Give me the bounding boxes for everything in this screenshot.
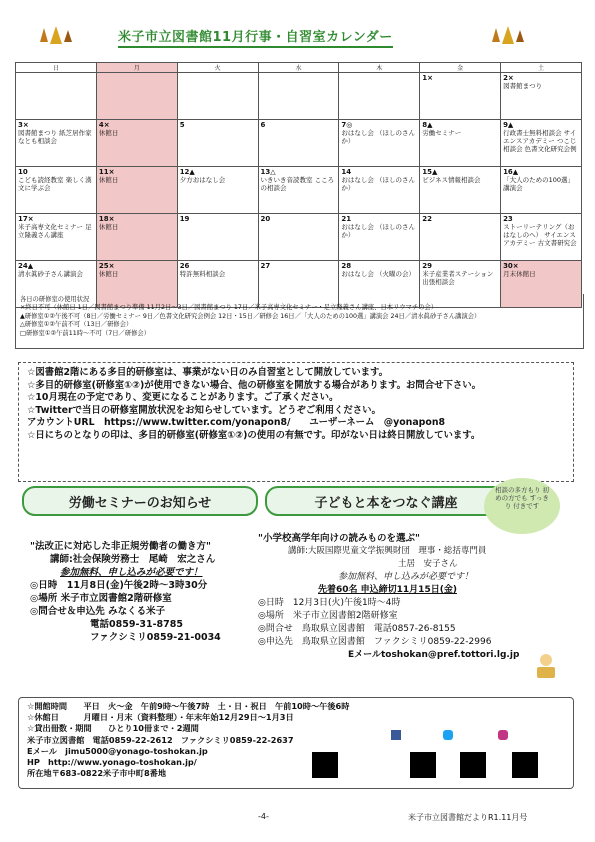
day-events: 図書館まつり 紙芝居作家なとも相談会	[18, 129, 92, 145]
kids-lecture-details	[258, 532, 558, 662]
note-line: ×終日不可（休館日 1日／図書館まつり準備 11月2日〜3日／図書館まつり 17日／米子高専文化セミナー・足立隆義さん講座、日本リウマチの会）	[20, 304, 438, 312]
day-number: 1×	[422, 74, 433, 82]
day-number: 21	[341, 215, 352, 223]
day-events: 休館日	[98, 176, 119, 184]
day-number: 8▲	[422, 121, 433, 129]
day-number: 28	[341, 262, 352, 270]
day-number: 11×	[98, 168, 115, 176]
kids-date: ◎日時 12月3日(火)午後1時〜4時	[258, 598, 401, 608]
kids-lecture-title: 子どもと本をつなぐ講座	[265, 486, 507, 516]
day-number: 19	[179, 215, 190, 223]
seminar-date: ◎日時 11月8日(金)午後2時〜3時30分	[30, 580, 208, 591]
day-number: 30×	[503, 262, 519, 270]
day-events: 特許無料相談会	[179, 270, 226, 278]
calendar-day-cell	[16, 167, 97, 214]
day-events: 休館日	[98, 270, 119, 278]
facebook-icon	[391, 730, 401, 740]
kids-email: Eメールtoshokan@pref.tottori.lg.jp	[348, 650, 520, 660]
day-events: 労働セミナー	[422, 129, 462, 137]
day-number: 2×	[503, 74, 514, 82]
footer-line: HP http://www.yonago-toshokan.jp/	[27, 757, 197, 768]
kids-lecturer-name: 土居 安子さん	[398, 559, 458, 569]
calendar-day-cell	[177, 120, 258, 167]
day-number: 9▲	[503, 121, 514, 129]
note-line: ▲研修室①②午後不可（8日／労働セミナー 9日／色書文化研究会例会 12日・15日／研修会 16日／「大人のための100選」講演会 24日／清水眞砂子さん講演会）	[20, 312, 481, 320]
day-number: 16▲	[503, 168, 519, 176]
weekday-header: 火	[177, 63, 258, 73]
day-events: 夕方おはなし会	[179, 176, 226, 184]
day-events: ビジネス情報相談会	[422, 176, 481, 184]
page-number: -4-	[258, 812, 269, 821]
seminar-title: 労働セミナーのお知らせ	[22, 486, 258, 516]
study-room-info-box	[18, 362, 574, 482]
day-events: 休館日	[98, 129, 119, 137]
calendar-day-cell	[501, 167, 582, 214]
weekday-header: 月	[96, 63, 177, 73]
day-events: こども読経教室 楽しく漢文に学ぶ会	[18, 176, 92, 192]
day-events: おはなし会 （火曜の会）	[341, 270, 415, 278]
info-line: ☆10月現在の予定であり、変更になることがあります。ご了承ください。	[27, 392, 339, 404]
day-events: おはなし会 （ほしのさんか）	[341, 129, 415, 145]
day-number: 24▲	[18, 262, 34, 270]
newsletter-name: 米子市立図書館だよりR1.11月号	[408, 813, 528, 822]
note-line: △研修室①②午前不可（13日／研修会）	[20, 321, 133, 329]
instagram-icon	[498, 730, 508, 740]
day-events: おはなし会 （ほしのさんか）	[341, 223, 415, 239]
calendar-day-cell	[501, 214, 582, 261]
day-number: 22	[422, 215, 432, 223]
footer-line: ☆開館時間 平日 火〜金 午前9時〜午後7時 土・日・祝日 午前10時〜午後6時	[27, 701, 350, 711]
calendar-day-cell	[501, 120, 582, 167]
kids-lecturer: 講師:大阪国際児童文学振興財団 理事・総括専門員	[288, 546, 487, 556]
calendar-day-cell	[339, 73, 420, 120]
calendar-day-cell	[339, 214, 420, 261]
day-number: 26	[179, 262, 190, 270]
speech-bubble: 相談の多方もり 初めの方でも すっきり 付きです	[484, 478, 560, 534]
calendar-day-cell	[177, 214, 258, 261]
weekday-header: 木	[339, 63, 420, 73]
seminar-place: ◎場所 米子市立図書館2階研修室	[30, 593, 172, 604]
day-number: 7◎	[341, 121, 353, 129]
kids-limit: 先着60名 申込締切11月15日(金)	[318, 585, 457, 595]
day-events: 米子高専文化セミナー 足立隆義さん講座	[18, 223, 92, 239]
weekday-header: 日	[16, 63, 97, 73]
calendar-day-cell	[420, 214, 501, 261]
weekday-header: 水	[258, 63, 339, 73]
calendar-day-cell	[501, 73, 582, 120]
day-number: 18×	[98, 215, 115, 223]
calendar-day-cell	[420, 120, 501, 167]
day-number: 3×	[18, 121, 29, 129]
footer-line: Eメール jimu5000@yonago-toshokan.jp	[27, 745, 208, 756]
calendar-day-cell	[16, 214, 97, 261]
calendar-day-cell	[16, 120, 97, 167]
day-number: 23	[503, 215, 513, 223]
page-title: 米子市立図書館11月行事・自習室カレンダー	[118, 26, 393, 48]
calendar-notes	[15, 294, 584, 349]
day-number: 20	[260, 215, 271, 223]
note-line: 各日の研修室の使用状況	[20, 296, 90, 303]
calendar-day-cell	[258, 214, 339, 261]
seminar-subtitle: "法改正に対応した非正規労働者の働き方"	[30, 541, 211, 552]
day-events: 月末休館日	[503, 270, 536, 278]
weekday-header: 土	[501, 63, 582, 73]
calendar-day-cell	[96, 167, 177, 214]
footer-line: 米子市立図書館 電話0859-22-2612 ファクシミリ0859-22-2637	[27, 734, 294, 745]
twitter-qr-icon	[460, 752, 486, 778]
seminar-free-note: 参加無料、申し込みが必要です！	[60, 567, 203, 578]
day-events: おはなし会 （ほしのさんか）	[341, 176, 415, 192]
day-number: 14	[341, 168, 352, 176]
day-number: 13△	[260, 168, 276, 176]
day-number: 10	[18, 168, 28, 176]
day-events: 行政書士無料相談会 サイエンスアカデミー つこじ相談会 色書文化研究会例	[503, 129, 577, 153]
day-number: 12▲	[179, 168, 195, 176]
seminar-tel: 電話0859-31-8785	[90, 619, 183, 630]
footer-line: ☆貸出冊数・期間 ひとり10冊まで・2週間	[27, 723, 199, 734]
calendar-day-cell	[96, 120, 177, 167]
info-line: ☆Twitterで当日の研修室開放状況をお知らせしています。どうぞご利用ください。	[27, 404, 381, 416]
footer-line: ☆休館日 月曜日・月末（資料整理）・年末年始12月29日〜1月3日	[27, 712, 294, 723]
calendar-day-cell	[96, 214, 177, 261]
calendar-day-cell	[420, 167, 501, 214]
seminar-lecturer: 講師:社会保険労務士 尾崎 宏之さん	[50, 554, 216, 565]
autumn-leaves-right-icon	[486, 22, 530, 48]
day-events: 休館日	[98, 223, 119, 231]
day-number: 4×	[98, 121, 110, 129]
calendar-day-cell	[420, 73, 501, 120]
calendar-day-cell	[96, 73, 177, 120]
info-line: ☆図書館2階にある多目的研修室は、事業がない日のみ自習室として開放しています。	[27, 367, 389, 378]
twitter-icon	[443, 730, 453, 740]
calendar-table	[15, 62, 582, 308]
day-number: 17×	[18, 215, 34, 223]
kids-place: ◎場所 米子市立図書館2階研修室	[258, 611, 398, 621]
calendar-day-cell	[16, 73, 97, 120]
day-events: 「大人のための100選」講演会	[503, 176, 574, 192]
info-line: アカウントURL https://www.twitter.com/yonapon8/ ユーザーネーム @yonapon8	[27, 417, 446, 429]
day-events: ストーリーテリング（おはなしのへ） サイエンスアカデミー 古文書研究会	[503, 223, 577, 247]
calendar-day-cell	[258, 120, 339, 167]
day-number: 29	[422, 262, 432, 270]
day-number: 25×	[98, 262, 115, 270]
calendar-day-cell	[258, 73, 339, 120]
instagram-qr-icon	[512, 752, 538, 778]
day-number: 5	[179, 121, 185, 129]
note-line: □研修室①②午前11時〜不可（7日／研修会）	[20, 329, 151, 337]
autumn-leaves-left-icon	[34, 22, 78, 48]
info-line: ☆多目的研修室(研修室①②)が使用できない場合、他の研修室を開放する場合があります。お問合せ下さい。	[27, 379, 481, 391]
kids-contact: ◎問合せ 鳥取県立図書館 電話0857-26-8155	[258, 624, 456, 634]
day-number: 27	[260, 262, 271, 270]
facebook-qr-icon	[312, 752, 338, 778]
calendar-day-cell	[339, 120, 420, 167]
library-info-footer	[18, 697, 574, 789]
reading-child-icon	[533, 652, 559, 680]
footer-line: 所在地〒683-0822米子市中町8番地	[27, 768, 167, 779]
seminar-contact: ◎問合せ＆申込先 みなくる米子	[30, 606, 166, 617]
day-events: いきいき音読教室 こころの相談会	[260, 176, 335, 192]
calendar-day-cell	[177, 73, 258, 120]
weekday-header: 金	[420, 63, 501, 73]
calendar-day-cell	[177, 167, 258, 214]
kids-free-note: 参加無料、申し込みが必要です！	[338, 572, 474, 582]
website-qr-icon	[410, 752, 436, 778]
day-number: 15▲	[422, 168, 438, 176]
day-events: 清水眞砂子さん講演会	[18, 270, 83, 278]
calendar-day-cell	[258, 167, 339, 214]
kids-subtitle: "小学校高学年向けの読みものを選ぶ"	[258, 533, 420, 544]
day-number: 6	[260, 121, 266, 129]
day-events: 米子産業者ステーション出張相談会	[422, 270, 494, 286]
day-events: 図書館まつり	[503, 82, 543, 90]
kids-apply: ◎申込先 鳥取県立図書館 ファクシミリ0859-22-2996	[258, 637, 492, 647]
seminar-details	[30, 540, 260, 644]
info-line: ☆日にちのとなりの印は、多目的研修室(研修室①②)の使用の有無です。印がない日は終日開放しています。	[27, 429, 481, 441]
seminar-fax: ファクシミリ0859-21-0034	[90, 632, 221, 643]
calendar-day-cell	[339, 167, 420, 214]
